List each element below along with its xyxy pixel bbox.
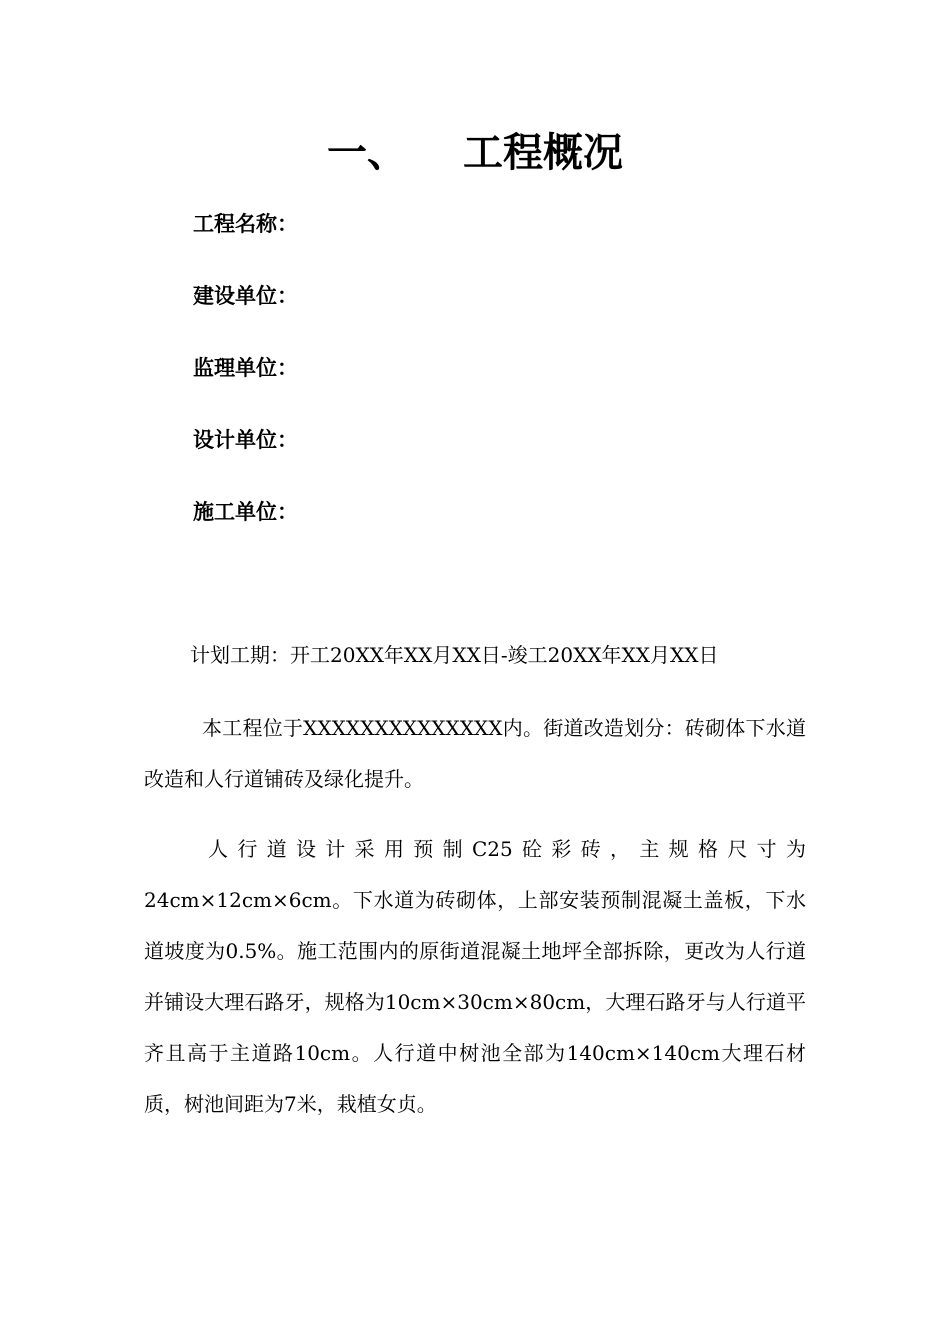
- section-heading: [0, 124, 950, 182]
- section-number: 一、: [327, 130, 407, 176]
- field-designer-label: 设计单位：: [193, 428, 298, 452]
- field-contractor-label: 施工单位：: [193, 500, 298, 524]
- field-project-name-label: 工程名称：: [193, 212, 298, 236]
- field-supervisor-label: 监理单位：: [193, 356, 298, 380]
- location-paragraph: 本工程位于XXXXXXXXXXXXXX内。街道改造划分：砖砌体下水道改造和人行道铺砖及绿化提升。: [144, 716, 806, 791]
- field-construction-owner-label: 建设单位：: [193, 284, 298, 308]
- design-paragraph: 人行道设计采用预制C25砼彩砖，主规格尺寸为24cm×12cm×6cm。下水道为砖砌体，上部安装预制混凝土盖板，下水道坡度为0.5%。施工范围内的原街道混凝土地坪全部拆除，更改为人行道并铺设大理石路牙，规格为10cm×30cm×80cm，大理石路牙与人行道平齐且高于主道路10cm。人行道中树池全部为140cm×140cm大理石材质，树池间距为7米，栽植女贞。: [144, 837, 806, 1116]
- schedule-paragraph: 计划工期：开工20XX年XX月XX日-竣工20XX年XX月XX日: [190, 643, 719, 667]
- section-title: 工程概况: [463, 130, 623, 176]
